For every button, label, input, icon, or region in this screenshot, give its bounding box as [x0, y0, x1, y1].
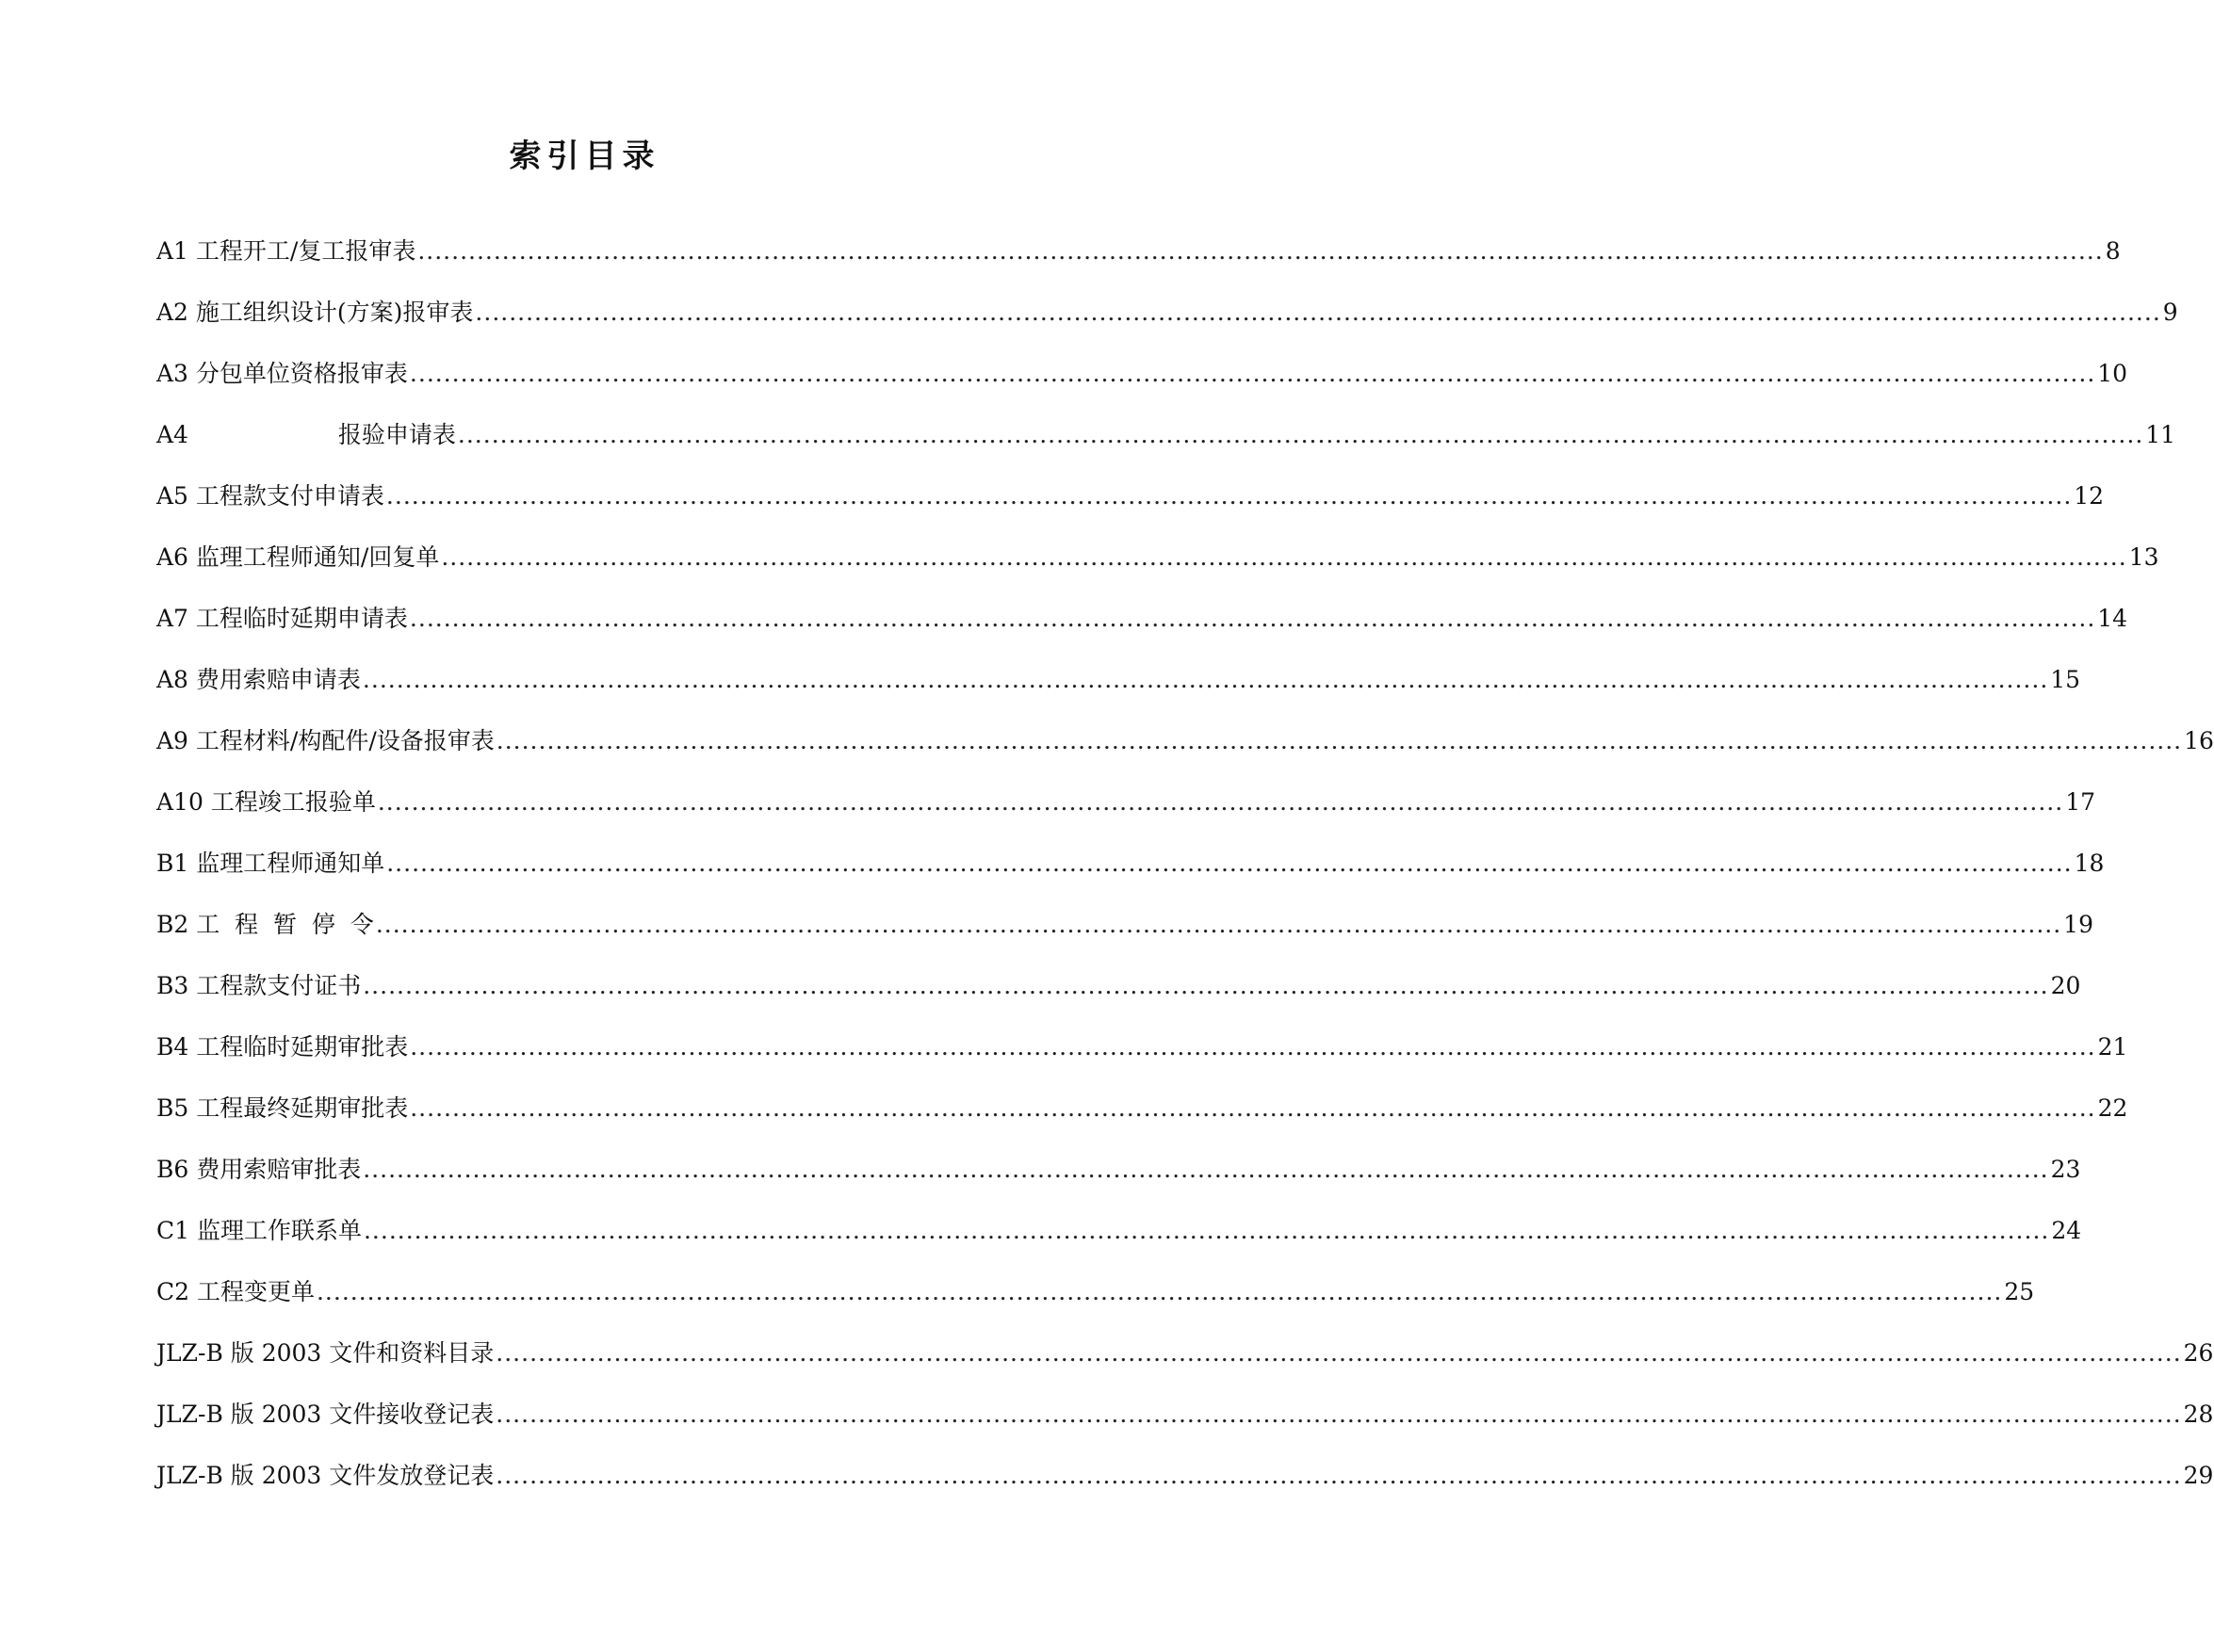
- toc-entry-page-number: 8: [2105, 237, 2121, 265]
- toc-entry[interactable]: [156, 1033, 2128, 1094]
- toc-entry[interactable]: [156, 482, 2105, 543]
- toc-entry-page-number: 25: [2004, 1278, 2035, 1305]
- toc-entry-title: JLZ-B 版 2003 文件接收登记表: [156, 1401, 495, 1428]
- toc-dot-leader: ........................................................................................................................................................................................................: [375, 911, 2062, 938]
- toc-entry-title: A4 报验申请表: [156, 421, 456, 448]
- toc-entry-page-number: 24: [2051, 1217, 2082, 1244]
- toc-entry-title: B1 监理工程师通知单: [156, 850, 385, 877]
- toc-entry-page-number: 22: [2097, 1094, 2128, 1122]
- toc-entry[interactable]: [156, 727, 2214, 788]
- toc-entry-page-number: 14: [2097, 605, 2128, 632]
- toc-entry-page-number: 17: [2065, 788, 2095, 816]
- toc-dot-leader: ........................................................................................................................................................................................................: [316, 1278, 2003, 1305]
- toc-dot-leader: ........................................................................................................................................................................................................: [417, 237, 2104, 265]
- toc-entry[interactable]: [156, 605, 2128, 666]
- toc-entry-page-number: 20: [2050, 972, 2081, 999]
- toc-entry-page-number: 11: [2145, 421, 2176, 448]
- toc-entry[interactable]: [156, 1217, 2082, 1278]
- toc-dot-leader: ........................................................................................................................................................................................................: [457, 421, 2144, 448]
- toc-dot-leader: ........................................................................................................................................................................................................: [385, 482, 2073, 510]
- toc-entry-title: A10 工程竣工报验单: [156, 788, 376, 816]
- toc-dot-leader: ........................................................................................................................................................................................................: [362, 666, 2049, 693]
- toc-entry[interactable]: [156, 666, 2081, 727]
- toc-entry-title: JLZ-B 版 2003 文件发放登记表: [156, 1462, 495, 1489]
- toc-entry-title: A3 分包单位资格报审表: [156, 360, 408, 387]
- toc-entry-page-number: 13: [2128, 543, 2159, 571]
- toc-entry[interactable]: [156, 1156, 2081, 1217]
- toc-entry[interactable]: [156, 543, 2159, 605]
- toc-entry-title: JLZ-B 版 2003 文件和资料目录: [156, 1339, 495, 1367]
- toc-entry[interactable]: [156, 299, 2178, 360]
- toc-entry-page-number: 29: [2183, 1462, 2214, 1489]
- toc-entry[interactable]: [156, 788, 2095, 850]
- toc-dot-leader: ........................................................................................................................................................................................................: [475, 299, 2161, 326]
- page-title: 索引目录: [509, 138, 660, 175]
- toc-entry-page-number: 9: [2162, 299, 2178, 326]
- toc-dot-leader: ........................................................................................................................................................................................................: [496, 1339, 2182, 1367]
- toc-entry-title: B4 工程临时延期审批表: [156, 1033, 409, 1061]
- toc-dot-leader: ........................................................................................................................................................................................................: [363, 1156, 2049, 1183]
- toc-entry-page-number: 21: [2097, 1033, 2128, 1061]
- toc-entry-title: C2 工程变更单: [156, 1278, 315, 1305]
- toc-entry[interactable]: [156, 1401, 2214, 1462]
- toc-entry-title: A7 工程临时延期申请表: [156, 605, 408, 632]
- toc-dot-leader: ........................................................................................................................................................................................................: [409, 605, 2096, 632]
- toc-entry-page-number: 12: [2074, 482, 2105, 510]
- toc-entry-page-number: 26: [2183, 1339, 2214, 1367]
- toc-entry-title: A2 施工组织设计(方案)报审表: [156, 299, 474, 326]
- toc-dot-leader: ........................................................................................................................................................................................................: [363, 1217, 2050, 1244]
- toc-entry-title: A8 费用索赔申请表: [156, 666, 361, 693]
- toc-entry[interactable]: [156, 1339, 2214, 1401]
- toc-dot-leader: ........................................................................................................................................................................................................: [386, 850, 2073, 877]
- toc-entry[interactable]: [156, 911, 2093, 972]
- toc-entry-title: C1 监理工作联系单: [156, 1217, 362, 1244]
- toc-dot-leader: ........................................................................................................................................................................................................: [496, 1462, 2182, 1489]
- toc-dot-leader: ........................................................................................................................................................................................................: [377, 788, 2064, 816]
- toc-entry-page-number: 19: [2063, 911, 2093, 938]
- toc-dot-leader: ........................................................................................................................................................................................................: [496, 727, 2183, 754]
- toc-entry-title: B2 工 程 暂 停 令: [156, 911, 374, 938]
- toc-dot-leader: ........................................................................................................................................................................................................: [441, 543, 2127, 571]
- toc-entry-page-number: 10: [2097, 360, 2128, 387]
- toc-entry[interactable]: [156, 1278, 2035, 1339]
- toc-entry[interactable]: [156, 421, 2176, 482]
- toc-entry-page-number: 23: [2050, 1156, 2081, 1183]
- toc-entry-title: B3 工程款支付证书: [156, 972, 362, 999]
- toc-entry-title: B6 费用索赔审批表: [156, 1156, 362, 1183]
- toc-dot-leader: ........................................................................................................................................................................................................: [409, 360, 2096, 387]
- toc-dot-leader: ........................................................................................................................................................................................................: [410, 1094, 2096, 1122]
- toc-entry[interactable]: [156, 972, 2081, 1033]
- toc-entry-page-number: 15: [2050, 666, 2081, 693]
- toc-entry[interactable]: [156, 850, 2105, 911]
- toc-entry-page-number: 28: [2183, 1401, 2214, 1428]
- toc-dot-leader: ........................................................................................................................................................................................................: [363, 972, 2049, 999]
- toc-entry-page-number: 18: [2074, 850, 2105, 877]
- toc-dot-leader: ........................................................................................................................................................................................................: [410, 1033, 2096, 1061]
- toc-dot-leader: ........................................................................................................................................................................................................: [496, 1401, 2182, 1428]
- toc-entry[interactable]: [156, 237, 2121, 299]
- toc-entry-title: A9 工程材料/构配件/设备报审表: [156, 727, 495, 754]
- toc-entry-title: B5 工程最终延期审批表: [156, 1094, 409, 1122]
- toc-entry-title: A5 工程款支付申请表: [156, 482, 384, 510]
- toc-entry[interactable]: [156, 1462, 2214, 1523]
- toc-entry-page-number: 16: [2184, 727, 2214, 754]
- toc-entry-title: A6 监理工程师通知/回复单: [156, 543, 440, 571]
- table-of-contents: [156, 237, 2214, 1523]
- toc-entry[interactable]: [156, 360, 2128, 421]
- toc-entry-title: A1 工程开工/复工报审表: [156, 237, 416, 265]
- toc-entry[interactable]: [156, 1094, 2128, 1156]
